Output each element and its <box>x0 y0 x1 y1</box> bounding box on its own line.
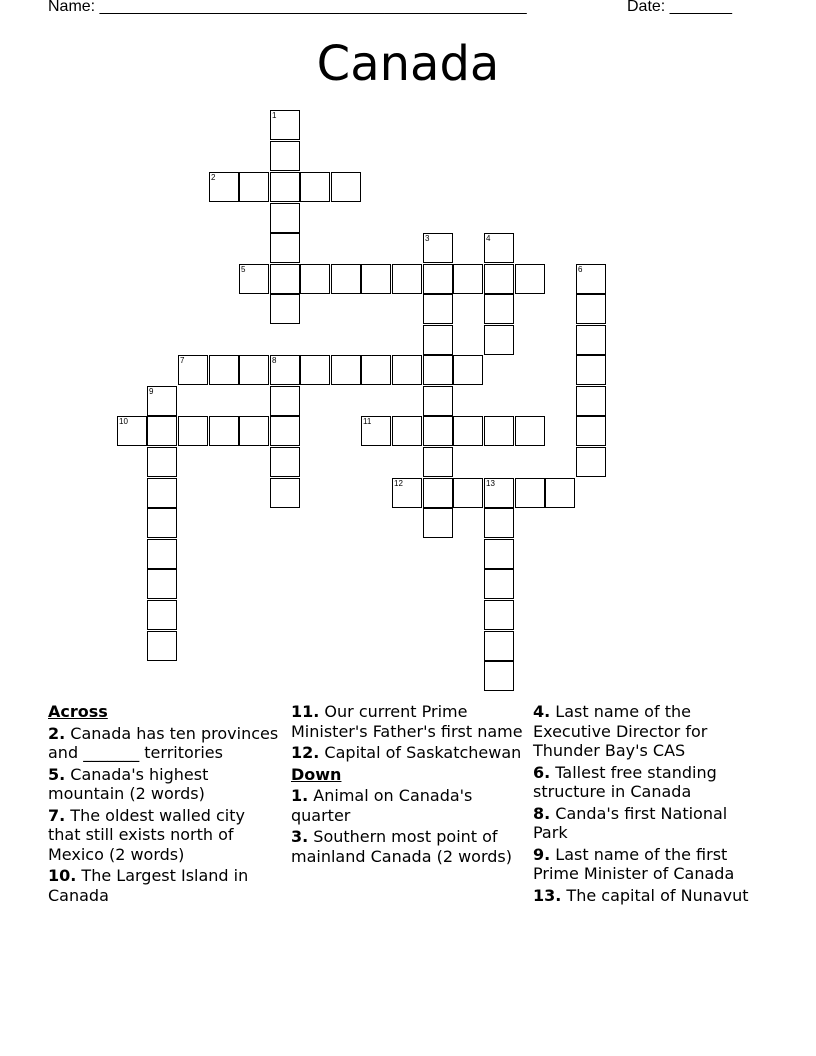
down-clue-13 <box>533 886 765 906</box>
across-clue-10 <box>48 866 280 905</box>
down-clue-9 <box>533 845 765 884</box>
grid-cell[interactable] <box>453 416 483 446</box>
clue-text: The oldest walled city that still exists north of Mexico (2 words) <box>48 805 245 864</box>
clue-text: Canda's first National Park <box>533 803 728 842</box>
grid-cell[interactable] <box>392 355 422 385</box>
grid-cell[interactable] <box>515 478 545 508</box>
grid-cell[interactable] <box>423 386 453 416</box>
grid-cell[interactable] <box>178 355 208 385</box>
grid-cell[interactable] <box>270 233 300 263</box>
grid-cell[interactable] <box>484 508 514 538</box>
grid-cell[interactable] <box>576 325 606 355</box>
cell-number: 1 <box>272 111 277 120</box>
grid-cell[interactable] <box>576 386 606 416</box>
across-clue-5 <box>48 765 280 804</box>
grid-cell[interactable] <box>423 478 453 508</box>
grid-cell[interactable] <box>270 110 300 140</box>
grid-cell[interactable] <box>484 539 514 569</box>
grid-cell[interactable] <box>147 416 177 446</box>
across-heading: Across <box>48 702 108 721</box>
grid-cell[interactable] <box>392 264 422 294</box>
clue-number: 10. <box>48 866 77 885</box>
grid-cell[interactable] <box>270 294 300 324</box>
across-clue-11 <box>291 702 523 741</box>
grid-cell[interactable] <box>270 416 300 446</box>
clue-text: The Largest Island in Canada <box>48 866 249 905</box>
grid-cell[interactable] <box>117 416 147 446</box>
grid-cell[interactable] <box>147 508 177 538</box>
grid-cell[interactable] <box>423 294 453 324</box>
grid-cell[interactable] <box>453 264 483 294</box>
clue-number: 8. <box>533 803 551 823</box>
grid-cell[interactable] <box>270 386 300 416</box>
clue-text: Tallest free standing structure in Canada <box>533 762 717 801</box>
grid-cell[interactable] <box>270 478 300 508</box>
grid-cell[interactable] <box>300 264 330 294</box>
grid-cell[interactable] <box>423 325 453 355</box>
cell-number: 7 <box>180 356 185 365</box>
grid-cell[interactable] <box>147 386 177 416</box>
grid-cell[interactable] <box>423 447 453 477</box>
grid-cell[interactable] <box>300 172 330 202</box>
clue-text: Southern most point of mainland Canada (2 words) <box>291 827 512 866</box>
grid-cell[interactable] <box>392 478 422 508</box>
grid-cell[interactable] <box>239 172 269 202</box>
grid-cell[interactable] <box>515 416 545 446</box>
cell-number: 9 <box>149 387 154 396</box>
clue-text: Last name of the first Prime Minister of Canada <box>533 844 735 883</box>
grid-cell[interactable] <box>453 355 483 385</box>
grid-cell[interactable] <box>239 355 269 385</box>
cell-number: 2 <box>211 173 216 182</box>
grid-cell[interactable] <box>178 416 208 446</box>
cell-number: 5 <box>241 265 246 274</box>
clue-number: 13. <box>533 885 562 905</box>
grid-cell[interactable] <box>331 355 361 385</box>
clue-number: 7. <box>48 805 66 825</box>
grid-cell[interactable] <box>453 478 483 508</box>
clue-number: 1. <box>291 786 309 805</box>
grid-cell[interactable] <box>576 355 606 385</box>
grid-cell[interactable] <box>270 203 300 233</box>
down-clue-8 <box>533 804 765 843</box>
down-clue-4 <box>533 702 765 761</box>
grid-cell[interactable] <box>484 661 514 691</box>
grid-cell[interactable] <box>239 416 269 446</box>
down-clue-1 <box>291 786 523 825</box>
across-clue-12 <box>291 743 523 763</box>
clue-number: 9. <box>533 844 551 864</box>
grid-cell[interactable] <box>484 294 514 324</box>
clue-number: 2. <box>48 723 66 743</box>
grid-cell[interactable] <box>576 264 606 294</box>
grid-cell[interactable] <box>209 416 239 446</box>
grid-cell[interactable] <box>484 631 514 661</box>
grid-cell[interactable] <box>423 233 453 263</box>
across-clue-7 <box>48 806 280 865</box>
grid-cell[interactable] <box>270 141 300 171</box>
grid-cell[interactable] <box>545 478 575 508</box>
grid-cell[interactable] <box>270 447 300 477</box>
grid-cell[interactable] <box>484 264 514 294</box>
cell-number: 11 <box>363 417 372 426</box>
grid-cell[interactable] <box>270 355 300 385</box>
grid-cell[interactable] <box>576 447 606 477</box>
grid-cell[interactable] <box>392 416 422 446</box>
grid-cell[interactable] <box>147 447 177 477</box>
clue-number: 11. <box>291 702 320 721</box>
clue-number: 3. <box>291 827 309 846</box>
clue-text: Canada has ten provinces and _______ territories <box>48 723 279 762</box>
grid-cell[interactable] <box>484 416 514 446</box>
grid-cell[interactable] <box>484 325 514 355</box>
grid-cell[interactable] <box>423 416 453 446</box>
down-clue-6 <box>533 763 765 802</box>
grid-cell[interactable] <box>484 600 514 630</box>
grid-cell[interactable] <box>147 600 177 630</box>
clue-number: 12. <box>291 743 320 762</box>
across-clue-2 <box>48 724 280 763</box>
cell-number: 13 <box>486 479 495 488</box>
grid-cell[interactable] <box>331 264 361 294</box>
clues-column-1 <box>48 702 280 907</box>
cell-number: 8 <box>272 356 277 365</box>
grid-cell[interactable] <box>147 478 177 508</box>
clues-column-3 <box>533 702 765 907</box>
grid-cell[interactable] <box>300 355 330 385</box>
grid-cell[interactable] <box>515 264 545 294</box>
clue-text: The capital of Nunavut <box>561 885 749 905</box>
grid-cell[interactable] <box>239 264 269 294</box>
name-field-label: Name: ________________________________________________ <box>48 0 527 15</box>
grid-cell[interactable] <box>423 355 453 385</box>
grid-cell[interactable] <box>361 264 391 294</box>
cell-number: 6 <box>578 265 583 274</box>
cell-number: 12 <box>394 479 403 488</box>
clue-number: 6. <box>533 762 551 782</box>
grid-cell[interactable] <box>209 172 239 202</box>
grid-cell[interactable] <box>484 233 514 263</box>
cell-number: 10 <box>119 417 128 426</box>
grid-cell[interactable] <box>147 631 177 661</box>
grid-cell[interactable] <box>147 569 177 599</box>
clue-number: 4. <box>533 702 551 721</box>
cell-number: 4 <box>486 234 491 243</box>
clue-text: Animal on Canada's quarter <box>291 786 473 825</box>
grid-cell[interactable] <box>209 355 239 385</box>
grid-cell[interactable] <box>147 539 177 569</box>
clue-text: Our current Prime Minister's Father's first name <box>291 702 523 741</box>
clue-number: 5. <box>48 764 66 784</box>
puzzle-title: Canada <box>316 36 500 92</box>
grid-cell[interactable] <box>270 264 300 294</box>
grid-cell[interactable] <box>361 416 391 446</box>
grid-cell[interactable] <box>361 355 391 385</box>
grid-cell[interactable] <box>423 508 453 538</box>
grid-cell[interactable] <box>484 569 514 599</box>
grid-cell[interactable] <box>484 478 514 508</box>
clue-text: Last name of the Executive Director for Thunder Bay's CAS <box>533 702 708 760</box>
down-clue-3 <box>291 827 523 866</box>
clue-text: Capital of Saskatchewan <box>319 743 522 762</box>
grid-cell[interactable] <box>576 416 606 446</box>
grid-cell[interactable] <box>423 264 453 294</box>
clues-column-2 <box>291 702 523 868</box>
clue-text: Canada's highest mountain (2 words) <box>48 764 209 803</box>
grid-cell[interactable] <box>331 172 361 202</box>
grid-cell[interactable] <box>270 172 300 202</box>
cell-number: 3 <box>425 234 430 243</box>
down-heading: Down <box>291 764 342 784</box>
date-field-label: Date: _______ <box>627 0 732 15</box>
grid-cell[interactable] <box>576 294 606 324</box>
